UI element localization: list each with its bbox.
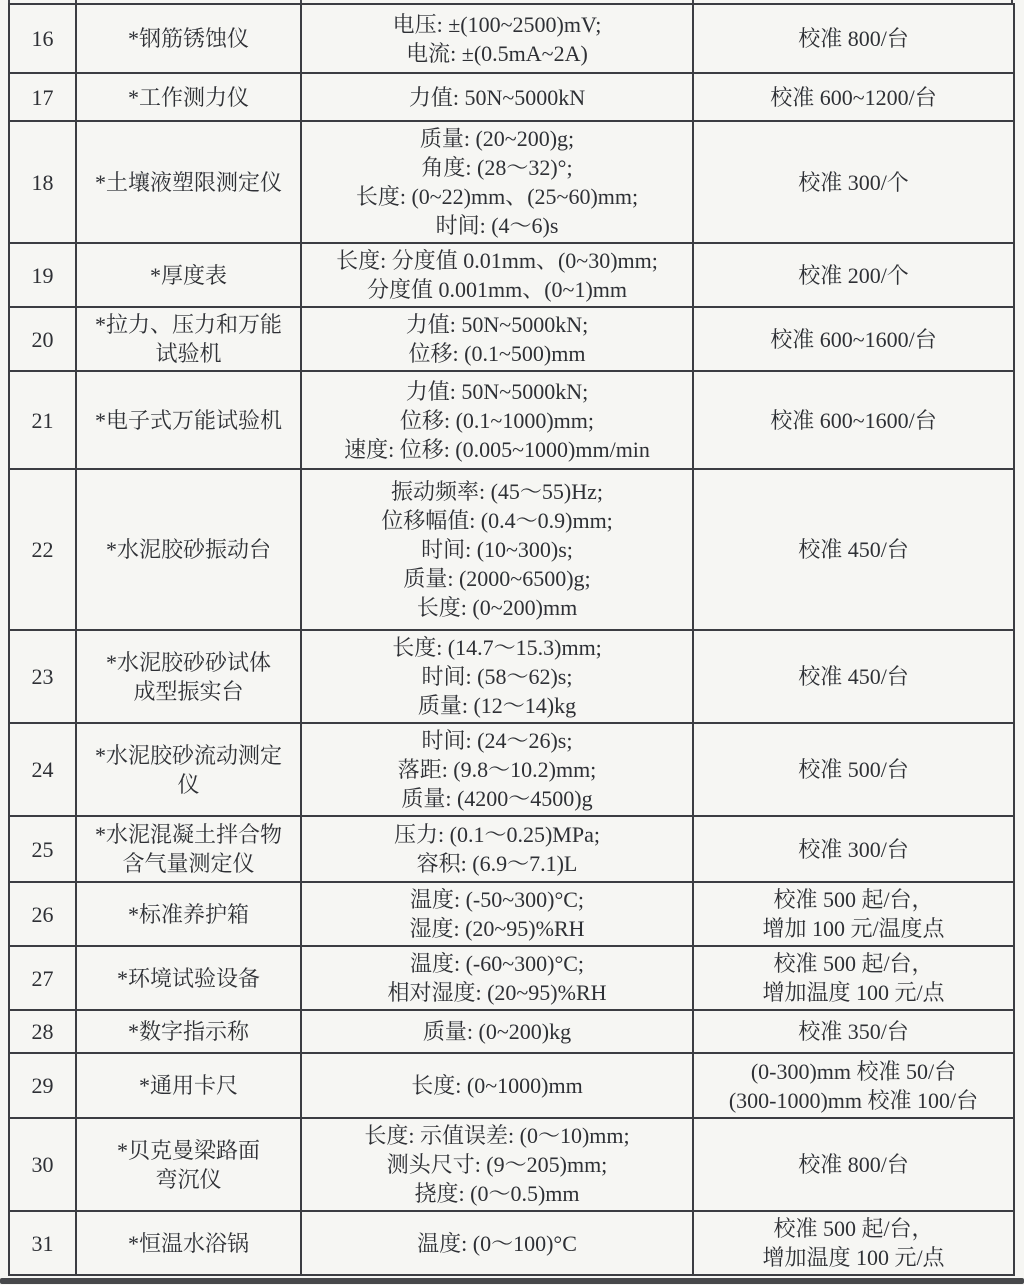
instrument-name-cell	[76, 307, 301, 371]
table-row	[9, 469, 1014, 630]
instrument-name-cell	[76, 121, 301, 243]
parameters-cell	[301, 1118, 693, 1211]
fee-line: (0-300)mm 校准 50/台	[750, 1058, 957, 1084]
table-row	[9, 371, 1014, 469]
row-number-cell	[9, 630, 76, 723]
parameters-cell	[301, 946, 693, 1010]
parameter-line: 测头尺寸: (9～205)mm;	[386, 1152, 608, 1177]
fee-cell	[693, 371, 1014, 469]
instrument-name-line: 成型振实台	[133, 678, 244, 704]
parameter-line: 质量: (4200～4500)g	[401, 786, 593, 811]
parameter-line: 温度: (-60~300)°C;	[409, 951, 585, 976]
row-number-cell	[9, 1010, 76, 1053]
parameter-line: 力值: 50N~5000kN	[408, 84, 586, 110]
parameter-line: 质量: (2000~6500)g;	[403, 566, 591, 591]
row-number: 23	[31, 664, 54, 689]
parameters-cell	[301, 121, 693, 243]
parameter-line: 力值: 50N~5000kN;	[405, 378, 589, 404]
parameter-line: 长度: 分度值 0.01mm、(0~30)mm;	[336, 248, 658, 273]
fee-line: 校准 500 起/台，	[773, 887, 934, 912]
row-number: 31	[31, 1230, 54, 1256]
fee-line: 校准 300/台	[798, 836, 909, 862]
fee-line: 校准 450/台	[798, 664, 909, 689]
parameter-line: 相对湿度: (20~95)%RH	[387, 980, 607, 1005]
parameter-line: 速度: 位移: (0.005~1000)mm/min	[344, 436, 650, 462]
table-row	[9, 1053, 1014, 1118]
row-number: 18	[31, 169, 54, 195]
parameter-line: 质量: (12～14)kg	[417, 693, 577, 718]
fee-cell	[693, 1053, 1014, 1118]
parameter-line: 长度: (0~22)mm、(25~60)mm;	[355, 184, 639, 209]
instrument-name-cell	[76, 243, 301, 307]
row-number: 20	[31, 326, 54, 352]
parameter-line: 电压: ±(100~2500)mV;	[392, 11, 602, 37]
instrument-name-line: *水泥胶砂流动测定	[94, 742, 282, 768]
instrument-name-cell	[76, 371, 301, 469]
parameter-line: 时间: (58～62)s;	[421, 664, 573, 689]
instrument-name-line: *水泥胶砂振动台	[105, 537, 271, 562]
fee-line: 校准 500 起/台，	[773, 1216, 934, 1241]
row-number: 21	[31, 407, 54, 433]
parameters-cell	[301, 723, 693, 816]
instrument-name-line: 含气量测定仪	[122, 851, 255, 876]
instrument-name-line: 弯沉仪	[155, 1166, 222, 1192]
parameters-cell	[301, 882, 693, 946]
fee-line: 校准 600~1600/台	[770, 407, 937, 433]
parameters-cell	[301, 630, 693, 723]
row-number: 17	[31, 84, 54, 110]
instrument-name-line: *标准养护箱	[127, 901, 249, 927]
instrument-name-line: *电子式万能试验机	[94, 407, 282, 433]
instrument-name-line: 仪	[177, 771, 200, 797]
parameter-line: 位移: (0.1~1000)mm;	[399, 407, 594, 433]
fee-cell	[693, 1211, 1014, 1275]
parameter-line: 电流: ±(0.5mA~2A)	[406, 40, 588, 66]
fee-line: 增加温度 100 元/点	[762, 1245, 945, 1270]
table-row	[9, 73, 1014, 121]
table-row	[9, 816, 1014, 882]
instrument-name-line: *水泥混凝土拌合物	[94, 822, 282, 847]
row-number: 27	[31, 965, 54, 991]
parameters-cell	[301, 371, 693, 469]
fee-cell	[693, 723, 1014, 816]
table-row	[9, 243, 1014, 307]
parameter-line: 压力: (0.1～0.25)MPa;	[394, 822, 600, 847]
row-number-cell	[9, 469, 76, 630]
fee-line: 校准 350/台	[798, 1019, 909, 1044]
instrument-name-line: *恒温水浴锅	[127, 1230, 249, 1256]
parameter-line: 位移幅值: (0.4～0.9)mm;	[381, 508, 613, 533]
fee-cell	[693, 307, 1014, 371]
instrument-name-line: *厚度表	[149, 262, 227, 288]
instrument-name-cell	[76, 882, 301, 946]
fee-line: 校准 600~1600/台	[770, 326, 937, 352]
fee-line: 校准 300/个	[798, 169, 909, 195]
parameter-line: 质量: (20~200)g;	[419, 126, 575, 151]
fee-cell	[693, 243, 1014, 307]
parameters-cell	[301, 4, 693, 73]
parameter-line: 长度: (0~1000)mm	[411, 1073, 583, 1098]
table-row	[9, 1211, 1014, 1275]
row-number-cell	[9, 723, 76, 816]
row-number-cell	[9, 946, 76, 1010]
table-row	[9, 121, 1014, 243]
parameter-line: 时间: (24～26)s;	[421, 728, 573, 753]
fee-cell	[693, 73, 1014, 121]
instrument-name-cell	[76, 73, 301, 121]
parameter-line: 时间: (10~300)s;	[421, 537, 573, 562]
fee-cell	[693, 946, 1014, 1010]
row-number: 16	[31, 26, 54, 51]
table-row	[9, 882, 1014, 946]
row-number-cell	[9, 307, 76, 371]
row-number-cell	[9, 816, 76, 882]
instrument-name-cell	[76, 1118, 301, 1211]
fee-cell	[693, 816, 1014, 882]
instrument-name-line: *数字指示称	[127, 1019, 249, 1044]
parameters-cell	[301, 469, 693, 630]
parameter-line: 角度: (28～32)°;	[421, 155, 573, 180]
table-row	[9, 307, 1014, 371]
fee-line: 增加温度 100 元/点	[762, 980, 945, 1005]
table-row	[9, 630, 1014, 723]
row-number-cell	[9, 4, 76, 73]
row-number: 24	[31, 757, 54, 782]
fee-line: 校准 500/台	[798, 757, 909, 782]
row-number-cell	[9, 882, 76, 946]
instrument-name-line: *钢筋锈蚀仪	[127, 26, 249, 51]
parameter-line: 落距: (9.8～10.2)mm;	[397, 757, 597, 782]
parameters-cell	[301, 1053, 693, 1118]
row-number-cell	[9, 121, 76, 243]
parameters-cell	[301, 73, 693, 121]
parameter-line: 长度: (0~200)mm	[416, 595, 578, 620]
instrument-name-line: *拉力、压力和万能	[94, 312, 282, 337]
fee-cell	[693, 469, 1014, 630]
instrument-name-cell	[76, 1010, 301, 1053]
table-row	[9, 946, 1014, 1010]
instrument-name-line: *环境试验设备	[116, 965, 260, 991]
parameters-cell	[301, 1211, 693, 1275]
fee-cell	[693, 1010, 1014, 1053]
scan-bottom-edge	[0, 1278, 1024, 1284]
fee-line: 校准 500 起/台，	[773, 951, 934, 976]
row-number-cell	[9, 1211, 76, 1275]
instrument-name-line: 试验机	[155, 341, 222, 366]
parameter-line: 振动频率: (45～55)Hz;	[390, 479, 604, 504]
parameter-line: 长度: (14.7～15.3)mm;	[392, 635, 602, 660]
instrument-name-cell	[76, 4, 301, 73]
fee-line: 校准 800/台	[798, 1152, 909, 1177]
fee-line: 校准 450/台	[798, 537, 909, 562]
fee-cell	[693, 1118, 1014, 1211]
parameter-line: 时间: (4～6)s	[435, 213, 559, 238]
instrument-name-cell	[76, 946, 301, 1010]
parameter-line: 温度: (0～100)°C	[417, 1230, 577, 1256]
instrument-name-cell	[76, 1211, 301, 1275]
row-number: 28	[31, 1019, 54, 1044]
table-row	[9, 1118, 1014, 1211]
parameter-line: 容积: (6.9～7.1)L	[416, 851, 578, 876]
fee-line: 校准 800/台	[798, 26, 909, 51]
row-number-cell	[9, 1053, 76, 1118]
parameters-cell	[301, 1010, 693, 1053]
parameters-cell	[301, 243, 693, 307]
table-row	[9, 4, 1014, 73]
instrument-name-cell	[76, 469, 301, 630]
fee-line: 校准 600~1200/台	[770, 84, 937, 110]
instrument-name-cell	[76, 816, 301, 882]
row-number: 22	[31, 537, 54, 562]
parameter-line: 湿度: (20~95)%RH	[409, 916, 585, 941]
fee-line: 校准 200/个	[798, 262, 909, 288]
instrument-name-line: *工作测力仪	[127, 84, 249, 110]
row-number-cell	[9, 1118, 76, 1211]
calibration-fee-table	[8, 3, 1015, 1276]
parameter-line: 位移: (0.1~500)mm	[408, 341, 586, 366]
instrument-name-cell	[76, 723, 301, 816]
instrument-name-line: *水泥胶砂砂试体	[105, 649, 271, 675]
fee-line: (300-1000)mm 校准 100/台	[728, 1087, 979, 1113]
parameter-line: 力值: 50N~5000kN;	[405, 312, 589, 337]
parameter-line: 分度值 0.001mm、(0~1)mm	[366, 277, 627, 302]
parameters-cell	[301, 307, 693, 371]
parameter-line: 温度: (-50~300)°C;	[409, 887, 585, 912]
fee-cell	[693, 630, 1014, 723]
row-number-cell	[9, 371, 76, 469]
fee-line: 增加 100 元/温度点	[762, 916, 945, 941]
instrument-name-line: *贝克曼梁路面	[116, 1137, 260, 1163]
row-number: 26	[31, 901, 54, 927]
table-row	[9, 723, 1014, 816]
row-number: 25	[31, 836, 54, 862]
row-number-cell	[9, 243, 76, 307]
fee-cell	[693, 4, 1014, 73]
parameter-line: 挠度: (0～0.5)mm	[414, 1181, 580, 1206]
table-row	[9, 1010, 1014, 1053]
instrument-name-cell	[76, 1053, 301, 1118]
row-number-cell	[9, 73, 76, 121]
parameters-cell	[301, 816, 693, 882]
row-number: 29	[31, 1073, 54, 1098]
instrument-name-cell	[76, 630, 301, 723]
row-number: 19	[31, 262, 54, 288]
fee-cell	[693, 882, 1014, 946]
instrument-name-line: *通用卡尺	[138, 1073, 238, 1098]
fee-cell	[693, 121, 1014, 243]
instrument-name-line: *土壤液塑限测定仪	[94, 169, 282, 195]
parameter-line: 质量: (0~200)kg	[422, 1019, 572, 1044]
parameter-line: 长度: 示值误差: (0～10)mm;	[364, 1123, 630, 1148]
row-number: 30	[31, 1152, 54, 1177]
